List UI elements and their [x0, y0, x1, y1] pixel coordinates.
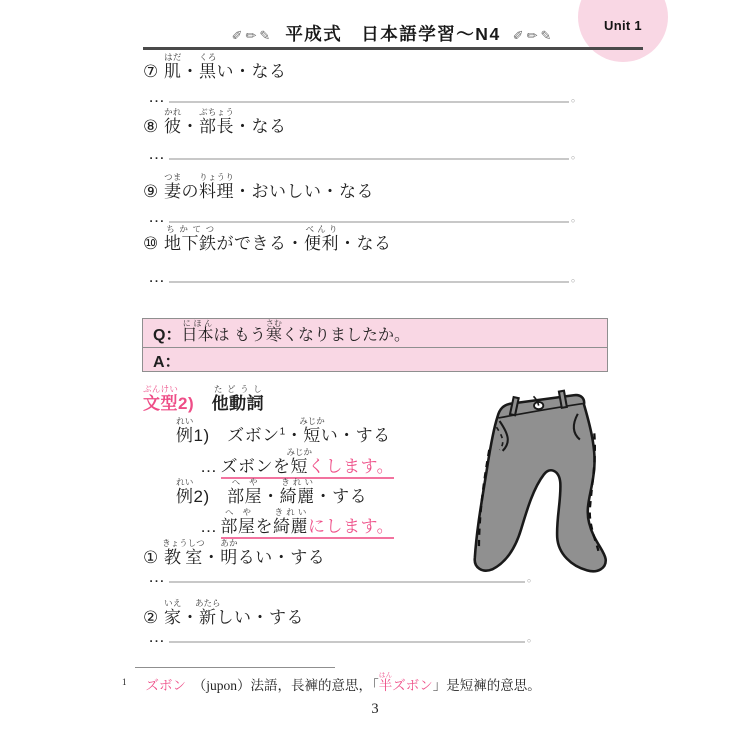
period-mark: 。 [571, 272, 582, 284]
exercise-10: ⑩ 地下鉄ちかてつができる・便利べんり・なる [143, 224, 392, 253]
ellipsis: … [148, 207, 165, 226]
qa-box [142, 318, 608, 372]
example-2-answer [200, 507, 394, 537]
period-mark: 。 [527, 632, 538, 644]
ellipsis: … [200, 517, 218, 536]
a-label: A： [153, 354, 181, 371]
example-2-prompt: 例れい2) 部屋へや・綺麗きれい・する [176, 477, 368, 506]
exercise-7: ⑦ 肌はだ・黒くろい・なる [143, 52, 287, 81]
ellipsis: … [148, 87, 165, 106]
answer-blank-7 [148, 83, 582, 106]
header-rule [143, 47, 643, 50]
example-1-answer [200, 447, 394, 477]
period-mark: 。 [571, 92, 582, 104]
stationery-icons-left: ✐✏✎ [231, 28, 274, 43]
exercise-8: ⑧ 彼かれ・部長ぶちょう・なる [143, 107, 287, 136]
example-2-answer-text: 部屋へやを綺麗きれいにします。 [221, 517, 395, 539]
exercise-9: ⑨ 妻つまの料理りょうり・おいしい・なる [143, 172, 374, 201]
answer-line [169, 140, 569, 160]
question-text: 日本にほんは もう寒さむくなりましたか。 [181, 319, 410, 344]
footnote [122, 672, 541, 694]
ellipsis: … [148, 144, 165, 163]
example-1-answer-text: ズボンを短みじかくします。 [221, 457, 395, 479]
answer-row-label [143, 348, 607, 371]
page-number: 3 [371, 701, 379, 717]
page-title: 平成式 日本語学習〜N4 [285, 24, 501, 44]
trousers-illustration [452, 386, 648, 592]
page-header [143, 21, 643, 46]
answer-line [169, 203, 569, 223]
section-heading: 文型ぶんけい2) 他動詞たどうし [143, 384, 265, 413]
period-mark: 。 [527, 572, 538, 584]
exercise-2: ② 家いえ・新あたらしい・する [143, 598, 304, 627]
question-row [143, 319, 607, 348]
stationery-icons-right: ✐✏✎ [512, 28, 555, 43]
answer-line [169, 263, 569, 283]
ellipsis: … [148, 267, 165, 286]
answer-blank-2 [148, 623, 538, 646]
footnote-rule [135, 667, 335, 668]
q-label: Q： [153, 327, 182, 344]
ellipsis: … [148, 567, 165, 586]
example-1-prompt: 例れい1) ズボン$^1$・短みじかい・する [176, 416, 391, 445]
period-mark: 。 [571, 212, 582, 224]
ellipsis: … [148, 627, 165, 646]
answer-blank-9 [148, 203, 582, 226]
exercise-1: ① 教室きょうしつ・明あかるい・する [143, 538, 326, 567]
answer-blank-8 [148, 140, 582, 163]
footnote-marker: 1 [122, 676, 127, 687]
unit-label: Unit 1 [604, 18, 642, 33]
ellipsis: … [200, 457, 218, 476]
trousers-body [475, 395, 606, 571]
answer-line [169, 83, 569, 103]
footnote-text: ズボン （jupon）法語，長褲的意思，「半はんズボン」是短褲的意思。 [145, 672, 541, 693]
answer-line [169, 623, 525, 643]
period-mark: 。 [571, 149, 582, 161]
answer-blank-10 [148, 263, 582, 286]
